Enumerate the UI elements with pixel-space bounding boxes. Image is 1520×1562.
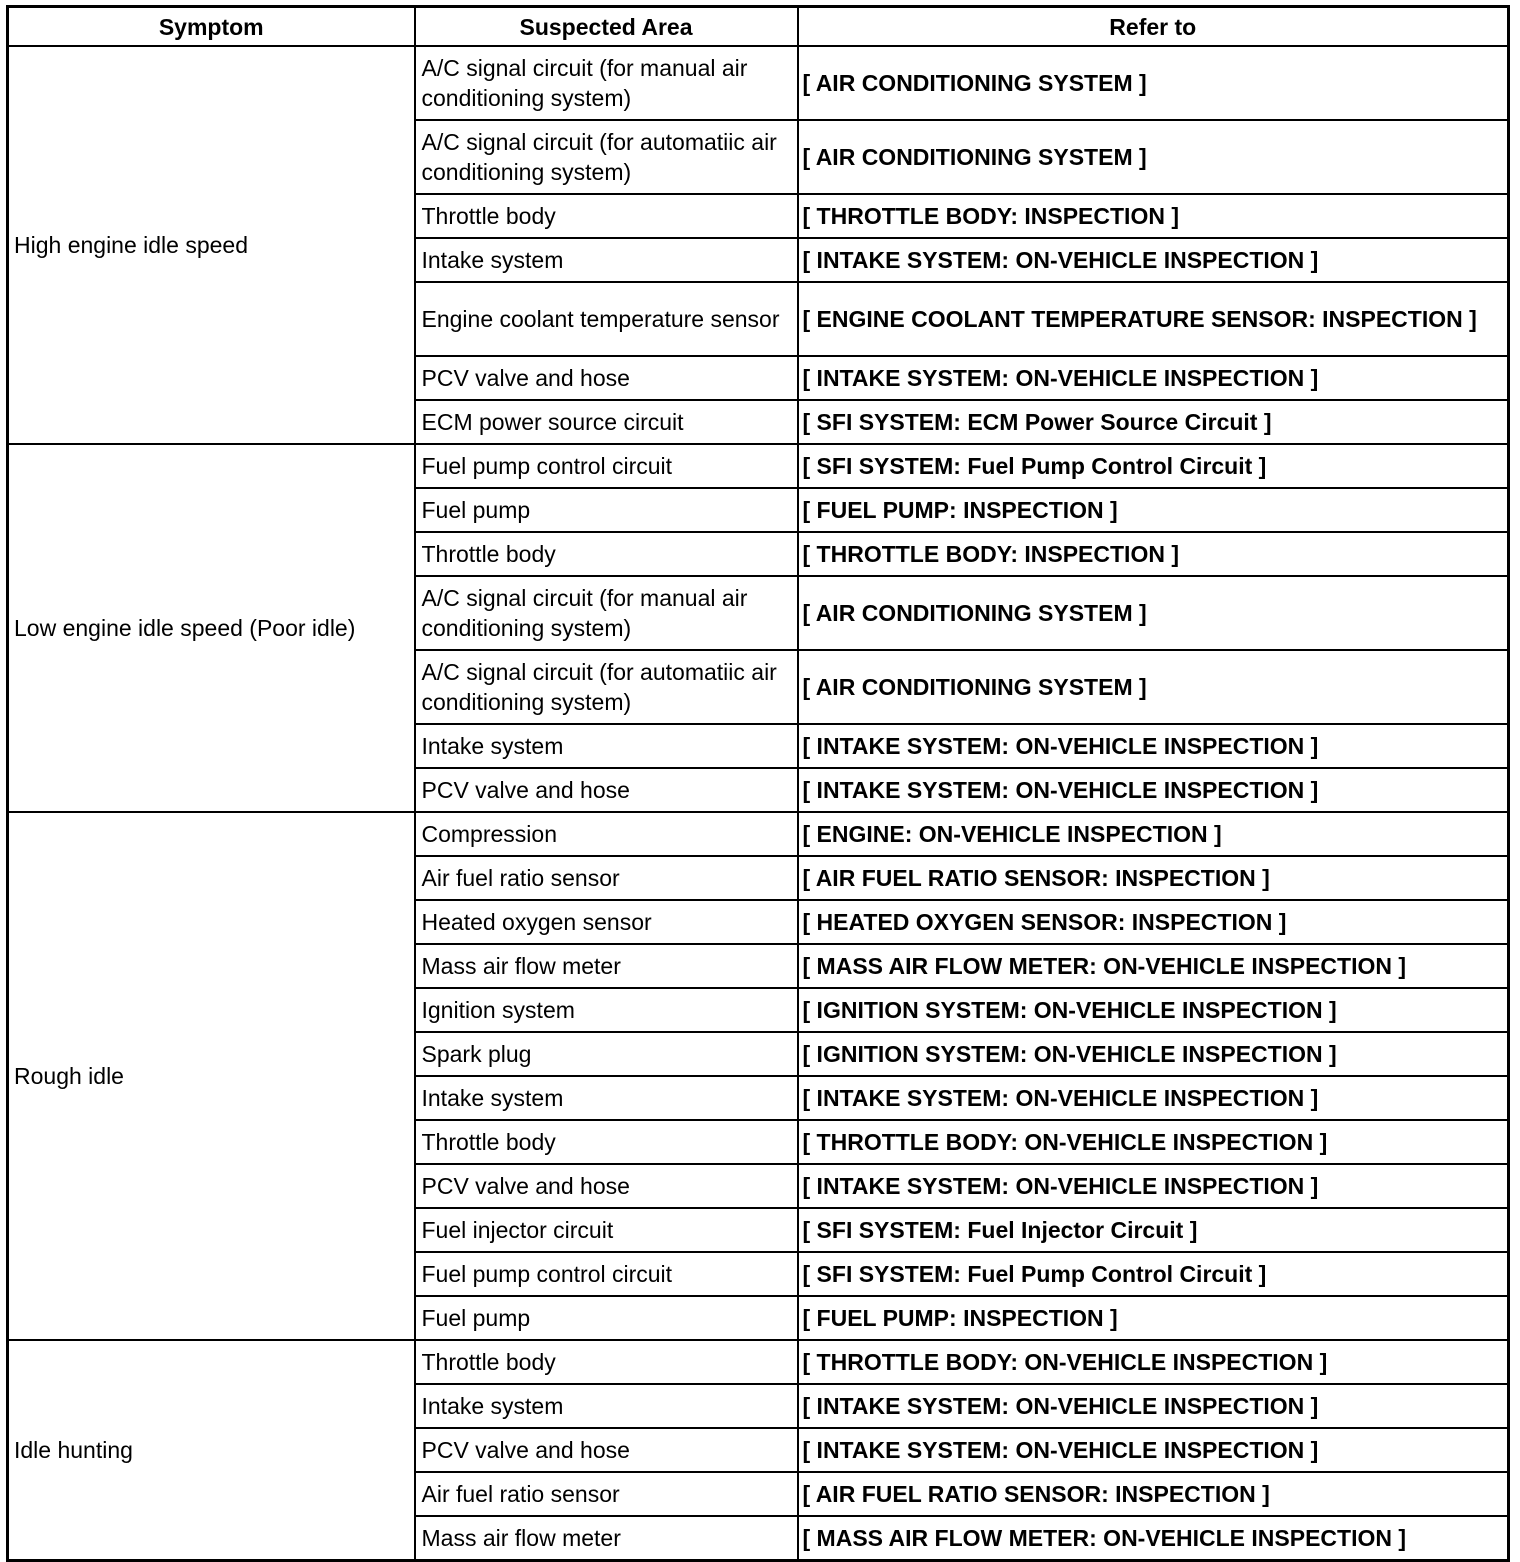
refer-to-cell: [ INTAKE SYSTEM: ON-VEHICLE INSPECTION ] xyxy=(798,1428,1509,1472)
table-row xyxy=(8,444,1509,488)
refer-to-cell: [ FUEL PUMP: INSPECTION ] xyxy=(798,1296,1509,1340)
suspected-area-cell: Throttle body xyxy=(415,532,798,576)
refer-to-cell: [ SFI SYSTEM: Fuel Pump Control Circuit ] xyxy=(798,444,1509,488)
suspected-area-cell: Air fuel ratio sensor xyxy=(415,856,798,900)
refer-to-cell: [ MASS AIR FLOW METER: ON-VEHICLE INSPECTION ] xyxy=(798,1516,1509,1561)
header-symptom: Symptom xyxy=(8,7,415,47)
suspected-area-cell: Compression xyxy=(415,812,798,856)
refer-to-cell: [ AIR CONDITIONING SYSTEM ] xyxy=(798,46,1509,120)
suspected-area-cell: Spark plug xyxy=(415,1032,798,1076)
refer-to-cell: [ THROTTLE BODY: ON-VEHICLE INSPECTION ] xyxy=(798,1340,1509,1384)
table-row xyxy=(8,1340,1509,1384)
refer-to-cell: [ IGNITION SYSTEM: ON-VEHICLE INSPECTION ] xyxy=(798,988,1509,1032)
symptom-cell: Low engine idle speed (Poor idle) xyxy=(8,444,415,812)
suspected-area-cell: Throttle body xyxy=(415,1120,798,1164)
refer-to-cell: [ AIR FUEL RATIO SENSOR: INSPECTION ] xyxy=(798,856,1509,900)
suspected-area-cell: A/C signal circuit (for manual air conditioning system) xyxy=(415,46,798,120)
refer-to-cell: [ INTAKE SYSTEM: ON-VEHICLE INSPECTION ] xyxy=(798,1164,1509,1208)
refer-to-cell: [ SFI SYSTEM: ECM Power Source Circuit ] xyxy=(798,400,1509,444)
suspected-area-cell: Heated oxygen sensor xyxy=(415,900,798,944)
symptom-cell: Rough idle xyxy=(8,812,415,1340)
symptom-table xyxy=(6,5,1510,1562)
suspected-area-cell: Intake system xyxy=(415,238,798,282)
refer-to-cell: [ ENGINE: ON-VEHICLE INSPECTION ] xyxy=(798,812,1509,856)
suspected-area-cell: Mass air flow meter xyxy=(415,944,798,988)
suspected-area-cell: A/C signal circuit (for manual air conditioning system) xyxy=(415,576,798,650)
suspected-area-cell: Intake system xyxy=(415,1384,798,1428)
refer-to-cell: [ HEATED OXYGEN SENSOR: INSPECTION ] xyxy=(798,900,1509,944)
refer-to-cell: [ IGNITION SYSTEM: ON-VEHICLE INSPECTION ] xyxy=(798,1032,1509,1076)
header-suspected-area: Suspected Area xyxy=(415,7,798,47)
refer-to-cell: [ THROTTLE BODY: ON-VEHICLE INSPECTION ] xyxy=(798,1120,1509,1164)
refer-to-cell: [ MASS AIR FLOW METER: ON-VEHICLE INSPECTION ] xyxy=(798,944,1509,988)
refer-to-cell: [ AIR FUEL RATIO SENSOR: INSPECTION ] xyxy=(798,1472,1509,1516)
suspected-area-cell: Fuel pump xyxy=(415,1296,798,1340)
suspected-area-cell: Mass air flow meter xyxy=(415,1516,798,1561)
table-body xyxy=(8,46,1509,1561)
refer-to-cell: [ INTAKE SYSTEM: ON-VEHICLE INSPECTION ] xyxy=(798,356,1509,400)
suspected-area-cell: Engine coolant temperature sensor xyxy=(415,282,798,356)
refer-to-cell: [ SFI SYSTEM: Fuel Pump Control Circuit ] xyxy=(798,1252,1509,1296)
refer-to-cell: [ INTAKE SYSTEM: ON-VEHICLE INSPECTION ] xyxy=(798,724,1509,768)
header-refer-to: Refer to xyxy=(798,7,1509,47)
refer-to-cell: [ INTAKE SYSTEM: ON-VEHICLE INSPECTION ] xyxy=(798,768,1509,812)
suspected-area-cell: Throttle body xyxy=(415,1340,798,1384)
suspected-area-cell: PCV valve and hose xyxy=(415,1164,798,1208)
suspected-area-cell: Intake system xyxy=(415,724,798,768)
refer-to-cell: [ THROTTLE BODY: INSPECTION ] xyxy=(798,532,1509,576)
suspected-area-cell: Air fuel ratio sensor xyxy=(415,1472,798,1516)
refer-to-cell: [ THROTTLE BODY: INSPECTION ] xyxy=(798,194,1509,238)
refer-to-cell: [ INTAKE SYSTEM: ON-VEHICLE INSPECTION ] xyxy=(798,238,1509,282)
suspected-area-cell: A/C signal circuit (for automatiic air conditioning system) xyxy=(415,650,798,724)
refer-to-cell: [ SFI SYSTEM: Fuel Injector Circuit ] xyxy=(798,1208,1509,1252)
suspected-area-cell: PCV valve and hose xyxy=(415,1428,798,1472)
table-row xyxy=(8,812,1509,856)
suspected-area-cell: Throttle body xyxy=(415,194,798,238)
suspected-area-cell: Intake system xyxy=(415,1076,798,1120)
refer-to-cell: [ AIR CONDITIONING SYSTEM ] xyxy=(798,650,1509,724)
refer-to-cell: [ AIR CONDITIONING SYSTEM ] xyxy=(798,576,1509,650)
suspected-area-cell: Fuel pump control circuit xyxy=(415,444,798,488)
symptom-cell: Idle hunting xyxy=(8,1340,415,1561)
refer-to-cell: [ INTAKE SYSTEM: ON-VEHICLE INSPECTION ] xyxy=(798,1076,1509,1120)
refer-to-cell: [ FUEL PUMP: INSPECTION ] xyxy=(798,488,1509,532)
suspected-area-cell: Fuel pump control circuit xyxy=(415,1252,798,1296)
suspected-area-cell: Ignition system xyxy=(415,988,798,1032)
suspected-area-cell: Fuel injector circuit xyxy=(415,1208,798,1252)
refer-to-cell: [ INTAKE SYSTEM: ON-VEHICLE INSPECTION ] xyxy=(798,1384,1509,1428)
suspected-area-cell: A/C signal circuit (for automatiic air conditioning system) xyxy=(415,120,798,194)
suspected-area-cell: Fuel pump xyxy=(415,488,798,532)
suspected-area-cell: PCV valve and hose xyxy=(415,356,798,400)
suspected-area-cell: ECM power source circuit xyxy=(415,400,798,444)
table-header-row xyxy=(8,7,1509,47)
table-row xyxy=(8,46,1509,120)
refer-to-cell: [ ENGINE COOLANT TEMPERATURE SENSOR: INSPECTION ] xyxy=(798,282,1509,356)
suspected-area-cell: PCV valve and hose xyxy=(415,768,798,812)
refer-to-cell: [ AIR CONDITIONING SYSTEM ] xyxy=(798,120,1509,194)
symptom-cell: High engine idle speed xyxy=(8,46,415,444)
document-page xyxy=(6,5,1510,1562)
